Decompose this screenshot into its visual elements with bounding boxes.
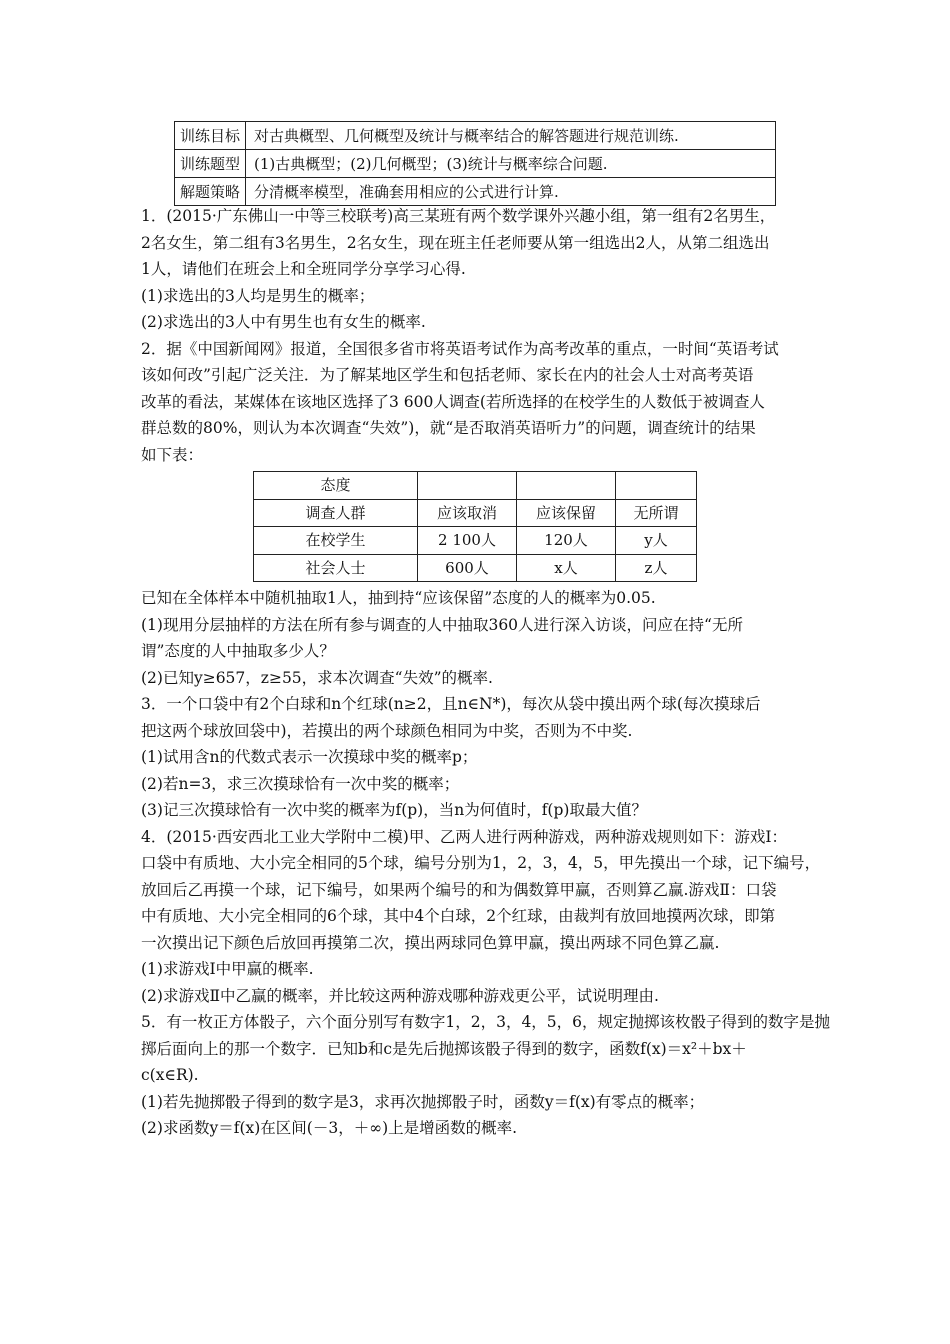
text-line: 群总数的80%，则认为本次调查“失效”)，就“是否取消英语听力”的问题，调查统计的结果 — [141, 419, 756, 437]
text-line: (1)若先抛掷骰子得到的数字是3，求再次抛掷骰子时，函数y＝f(x)有零点的概率； — [141, 1092, 705, 1111]
text-line: 把这两个球放回袋中)，若摸出的两个球颜色相同为中奖，否则为不中奖. — [141, 721, 633, 740]
table-cell: y人 — [616, 527, 697, 555]
table-key: 训练目标 — [175, 122, 246, 150]
text-line: 5．有一枚正方体骰子，六个面分别写有数字1，2，3，4，5，6，规定抛掷该枚骰子得到的数字是抛 — [141, 1013, 831, 1031]
question-5 — [141, 1009, 831, 1142]
table-value: 对古典概型、几何概型及统计与概率结合的解答题进行规范训练. — [246, 122, 776, 150]
text-line: 2．据《中国新闻网》报道，全国很多省市将英语考试作为高考改革的重点，一时间“英语考试 — [141, 339, 779, 358]
text-line: (1)求选出的3人均是男生的概率； — [141, 286, 375, 305]
text-line: (1)现用分层抽样的方法在所有参与调查的人中抽取360人进行深入访谈，问应在持“无所 — [141, 615, 743, 634]
table-header-cell: 应该取消 — [418, 499, 517, 527]
table-row — [254, 554, 697, 582]
text-line: 1人，请他们在班会上和全班同学分享学习心得. — [141, 260, 466, 278]
text-line: 2名女生，第二组有3名男生，2名女生，现在班主任老师要从第一组选出2人，从第二组选出 — [141, 233, 770, 252]
table-key: 解题策略 — [175, 178, 246, 206]
text-line: (1)求游戏Ⅰ中甲赢的概率. — [141, 960, 314, 978]
text-line: 如下表： — [141, 445, 204, 464]
text-line: 4．(2015·西安西北工业大学附中二模)甲、乙两人进行两种游戏，两种游戏规则如下：游戏Ⅰ： — [141, 827, 787, 846]
text-line: 口袋中有质地、大小完全相同的5个球，编号分别为1，2，3，4，5，甲先摸出一个球，记下编号， — [141, 854, 821, 872]
question-4 — [141, 824, 821, 1010]
question-1 — [141, 203, 821, 336]
text-line: 掷后面向上的那一个数字．已知b和c是先后抛掷该骰子得到的数字，函数f(x)＝x²＋bx＋ — [141, 1039, 747, 1058]
table-header-cell: 调查人群 — [254, 499, 418, 527]
text-line: 中有质地、大小完全相同的6个球，其中4个白球，2个红球，由裁判有放回地摸两次球，即第 — [141, 907, 776, 925]
training-info-table — [174, 121, 776, 206]
text-line: (2)求选出的3人中有男生也有女生的概率. — [141, 313, 426, 331]
problems-body — [141, 203, 831, 1142]
text-line: (3)记三次摸球恰有一次中奖的概率为f(p)，当n为何值时，f(p)取最大值？ — [141, 801, 647, 819]
table-row — [254, 499, 697, 527]
text-line: (2)求游戏Ⅱ中乙赢的概率，并比较这两种游戏哪种游戏更公平，试说明理由. — [141, 986, 659, 1005]
table-cell: 2 100人 — [418, 527, 517, 555]
table-cell: 600人 — [418, 554, 517, 582]
table-key: 训练题型 — [175, 150, 246, 178]
table-row — [175, 150, 776, 178]
text-line: 谓”态度的人中抽取多少人？ — [141, 642, 335, 660]
text-line: 一次摸出记下颜色后放回再摸第二次，摸出两球同色算甲赢，摸出两球不同色算乙赢. — [141, 933, 720, 952]
text-line: (2)若n=3，求三次摸球恰有一次中奖的概率； — [141, 774, 460, 793]
text-line: (2)已知y≥657，z≥55，求本次调查“失效”的概率. — [141, 668, 493, 687]
text-line: (1)试用含n的代数式表示一次摸球中奖的概率p； — [141, 748, 478, 766]
table-cell: x人 — [517, 554, 616, 582]
table-cell: z人 — [616, 554, 697, 582]
table-row — [254, 472, 697, 500]
question-3 — [141, 691, 821, 824]
text-line: 1．(2015·广东佛山一中等三校联考)高三某班有两个数学课外兴趣小组，第一组有2名男生， — [141, 207, 776, 225]
table-cell: 社会人士 — [254, 554, 418, 582]
text-line: 放回后乙再摸一个球，记下编号，如果两个编号的和为偶数算甲赢，否则算乙赢.游戏Ⅱ：口袋 — [141, 880, 777, 899]
table-header-cell: 应该保留 — [517, 499, 616, 527]
table-cell: 在校学生 — [254, 527, 418, 555]
table-cell: 120人 — [517, 527, 616, 555]
text-line: c(x∈R). — [141, 1066, 199, 1084]
table-header-cell: 无所谓 — [616, 499, 697, 527]
table-row — [175, 122, 776, 150]
text-line: 3．一个口袋中有2个白球和n个红球(n≥2，且n∈N*)，每次从袋中摸出两个球(每次摸球后 — [141, 695, 761, 713]
table-row — [254, 527, 697, 555]
table-header-cell: 态度 — [254, 472, 418, 500]
table-value: 分清概率模型，准确套用相应的公式进行计算. — [246, 178, 776, 206]
text-line: 改革的看法，某媒体在该地区选择了3 600人调查(若所选择的在校学生的人数低于被调查人 — [141, 392, 765, 411]
question-2 — [141, 336, 821, 692]
table-cell — [517, 472, 616, 500]
text-line: (2)求函数y＝f(x)在区间(－3，＋∞)上是增函数的概率. — [141, 1119, 518, 1137]
table-row — [175, 178, 776, 206]
text-line: 已知在全体样本中随机抽取1人，抽到持“应该保留”态度的人的概率为0.05. — [141, 589, 656, 607]
text-line: 该如何改”引起广泛关注．为了解某地区学生和包括老师、家长在内的社会人士对高考英语 — [141, 366, 754, 384]
table-value: (1)古典概型；(2)几何概型；(3)统计与概率综合问题. — [246, 150, 776, 178]
survey-table — [253, 471, 697, 582]
table-cell — [616, 472, 697, 500]
table-cell — [418, 472, 517, 500]
